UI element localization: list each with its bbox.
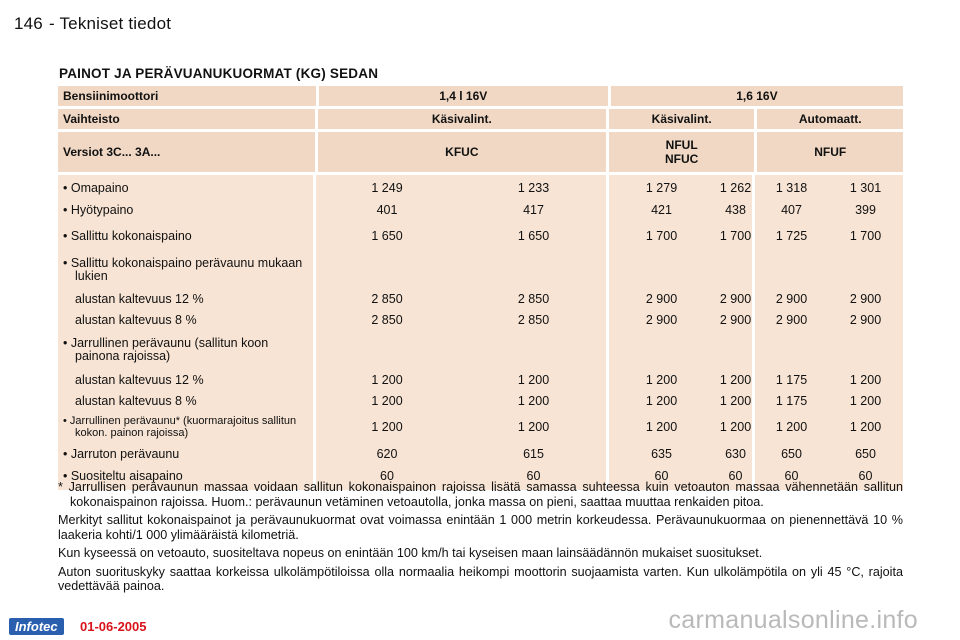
row-value: 635 xyxy=(651,447,672,461)
row-value: 1 200 xyxy=(719,420,752,434)
row-value: 1 200 xyxy=(517,373,550,387)
row-value: 60 xyxy=(526,469,541,483)
row-value: 2 900 xyxy=(849,292,882,306)
table-row xyxy=(58,177,903,199)
engine-label: Bensiinimoottori xyxy=(58,86,319,106)
row-value: 650 xyxy=(781,447,802,461)
table-body xyxy=(58,175,903,490)
footer-date: 01-06-2005 xyxy=(80,619,147,634)
table-row xyxy=(58,309,903,331)
row-value: 1 279 xyxy=(645,181,678,195)
row-value: 1 262 xyxy=(719,181,752,195)
table-row xyxy=(58,369,903,391)
row-value: 1 200 xyxy=(645,373,678,387)
row-value: 1 175 xyxy=(775,373,808,387)
note-2: Kun kyseessä on vetoauto, suositeltava nopeus on enintään 100 km/h tai kyseisen maan lainsäädännön mukaiset suositukset. xyxy=(58,546,763,560)
row-value: 2 900 xyxy=(775,313,808,327)
row-value: 401 xyxy=(376,203,398,217)
row-label: • Sallittu kokonaispaino xyxy=(63,228,192,243)
versions-label: Versiot 3C... 3A... xyxy=(58,132,318,172)
table-title: PAINOT JA PERÄVUANUKUORMAT (KG) SEDAN xyxy=(59,66,379,81)
row-value: 2 850 xyxy=(517,292,550,306)
row-value: 1 200 xyxy=(719,394,752,408)
column-divider xyxy=(606,175,609,490)
row-value: 1 200 xyxy=(371,420,403,434)
row-value: 2 900 xyxy=(645,313,678,327)
gearbox-label: Vaihteisto xyxy=(58,109,318,129)
engine-col2: 1,6 16V xyxy=(736,89,778,103)
row-value: 60 xyxy=(380,469,394,483)
watermark: carmanualsonline.info xyxy=(668,606,918,634)
table-row xyxy=(58,411,903,443)
gearbox-col1: Käsivalint. xyxy=(318,109,609,129)
row-value: 1 700 xyxy=(645,229,678,243)
gearbox-col2: Käsivalint. xyxy=(609,109,758,129)
row-value: 2 850 xyxy=(517,313,550,327)
versions-row xyxy=(58,132,903,172)
row-value: 1 200 xyxy=(775,420,808,434)
engine-row xyxy=(58,86,903,106)
row-value: 2 900 xyxy=(775,292,808,306)
row-value: 1 301 xyxy=(849,181,882,195)
row-label: • Suositeltu aisapaino xyxy=(63,468,183,483)
row-value: 2 850 xyxy=(371,313,403,327)
row-value: 2 900 xyxy=(719,292,752,306)
page-number: 146 xyxy=(14,14,43,33)
table-row xyxy=(58,289,903,309)
table-row xyxy=(58,331,903,369)
row-value: 2 900 xyxy=(849,313,882,327)
row-label: alustan kaltevuus 8 % xyxy=(75,393,197,408)
row-value: 1 725 xyxy=(775,229,808,243)
row-value: 1 650 xyxy=(371,229,403,243)
row-label: alustan kaltevuus 12 % xyxy=(75,291,204,306)
row-value: 2 900 xyxy=(645,292,678,306)
row-value: 1 175 xyxy=(775,394,808,408)
row-value: 1 318 xyxy=(775,181,808,195)
row-value: 438 xyxy=(725,203,746,217)
table-row xyxy=(58,443,903,465)
row-value: 1 200 xyxy=(849,420,882,434)
row-value: 417 xyxy=(523,203,544,217)
section-title: Tekniset tiedot xyxy=(59,14,172,33)
row-label: • Jarruton perävaunu xyxy=(63,446,180,461)
table-row xyxy=(58,221,903,251)
column-divider xyxy=(752,175,755,490)
row-label: • Jarrullinen perävaunu (sallitun koon painona rajoissa) xyxy=(63,336,269,363)
row-value: 1 700 xyxy=(849,229,882,243)
table-row xyxy=(58,391,903,411)
gearbox-row xyxy=(58,109,903,129)
row-value: 630 xyxy=(725,447,746,461)
row-value: 60 xyxy=(654,469,669,483)
engine-col1: 1,4 l 16V xyxy=(319,86,611,106)
row-value: 2 850 xyxy=(371,292,403,306)
row-label: alustan kaltevuus 8 % xyxy=(75,312,197,327)
gearbox-col3: Automaatt. xyxy=(798,112,862,126)
footnote: * Jarrullisen perävaunun massaa voidaan sallitun kokonaispainon rajoissa lisätä samassa suhteessa kuin vetoauton massaa vähennetään sallitun kokonaispainon rajoissa. Huom.: perävaunun vetäminen vetoautolla, jonka massa on pieni, saattaa muuttaa renkaiden pitoa. xyxy=(58,480,903,509)
row-value: 1 200 xyxy=(849,394,882,408)
row-value: 421 xyxy=(651,203,672,217)
row-value: 1 249 xyxy=(371,181,403,195)
row-value: 1 200 xyxy=(849,373,882,387)
table-row xyxy=(58,199,903,221)
versions-col3: NFUF xyxy=(814,145,847,159)
row-value: 1 200 xyxy=(645,420,678,434)
row-value: 1 700 xyxy=(719,229,752,243)
row-value: 60 xyxy=(784,469,799,483)
row-value: 650 xyxy=(855,447,876,461)
weights-table xyxy=(58,86,903,490)
versions-col1: KFUC xyxy=(318,132,609,172)
row-value: 1 200 xyxy=(719,373,752,387)
row-value: 2 900 xyxy=(719,313,752,327)
row-label: alustan kaltevuus 12 % xyxy=(75,372,204,387)
row-value: 1 233 xyxy=(517,181,550,195)
row-value: 1 200 xyxy=(371,373,403,387)
row-value: 407 xyxy=(781,203,802,217)
row-value: 60 xyxy=(858,469,873,483)
row-label: • Omapaino xyxy=(63,180,129,195)
page-header: 146 - Tekniset tiedot xyxy=(14,14,172,33)
row-value: 1 200 xyxy=(371,394,403,408)
row-label: • Hyötypaino xyxy=(63,202,134,217)
row-value: 620 xyxy=(376,447,398,461)
row-value: 1 200 xyxy=(517,394,550,408)
row-value: 615 xyxy=(523,447,544,461)
row-value: 1 650 xyxy=(517,229,550,243)
row-label: • Sallittu kokonaispaino perävaunu mukaan lukien xyxy=(63,256,303,283)
column-divider xyxy=(313,175,316,490)
infotec-logo: Infotec xyxy=(9,618,64,635)
note-1: Merkityt sallitut kokonaispainot ja perävaunukuormat ovat voimassa enintään 1 000 metrin korkeudessa. Perävaunukuormaa on pienennettävä 10 % laakeria kohti/1 000 ylimääräistä kilometriä. xyxy=(58,513,903,542)
row-label: • Jarrullinen perävaunu* (kuormarajoitus sallitun kokon. painon rajoissa) xyxy=(63,415,297,439)
row-value: 60 xyxy=(728,469,743,483)
row-value: 1 200 xyxy=(517,420,550,434)
table-row xyxy=(58,251,903,289)
row-value: 1 200 xyxy=(645,394,678,408)
notes xyxy=(58,480,903,598)
row-value: 399 xyxy=(855,203,876,217)
note-3: Auton suorituskyky saattaa korkeissa ulkolämpötiloissa olla normaalia heikompi moottorin suojaamista varten. Kun ulkolämpötila on yli 45 °C, rajoita vedettävää painoa. xyxy=(58,564,903,593)
versions-col2: NFUL NFUC xyxy=(609,132,758,172)
